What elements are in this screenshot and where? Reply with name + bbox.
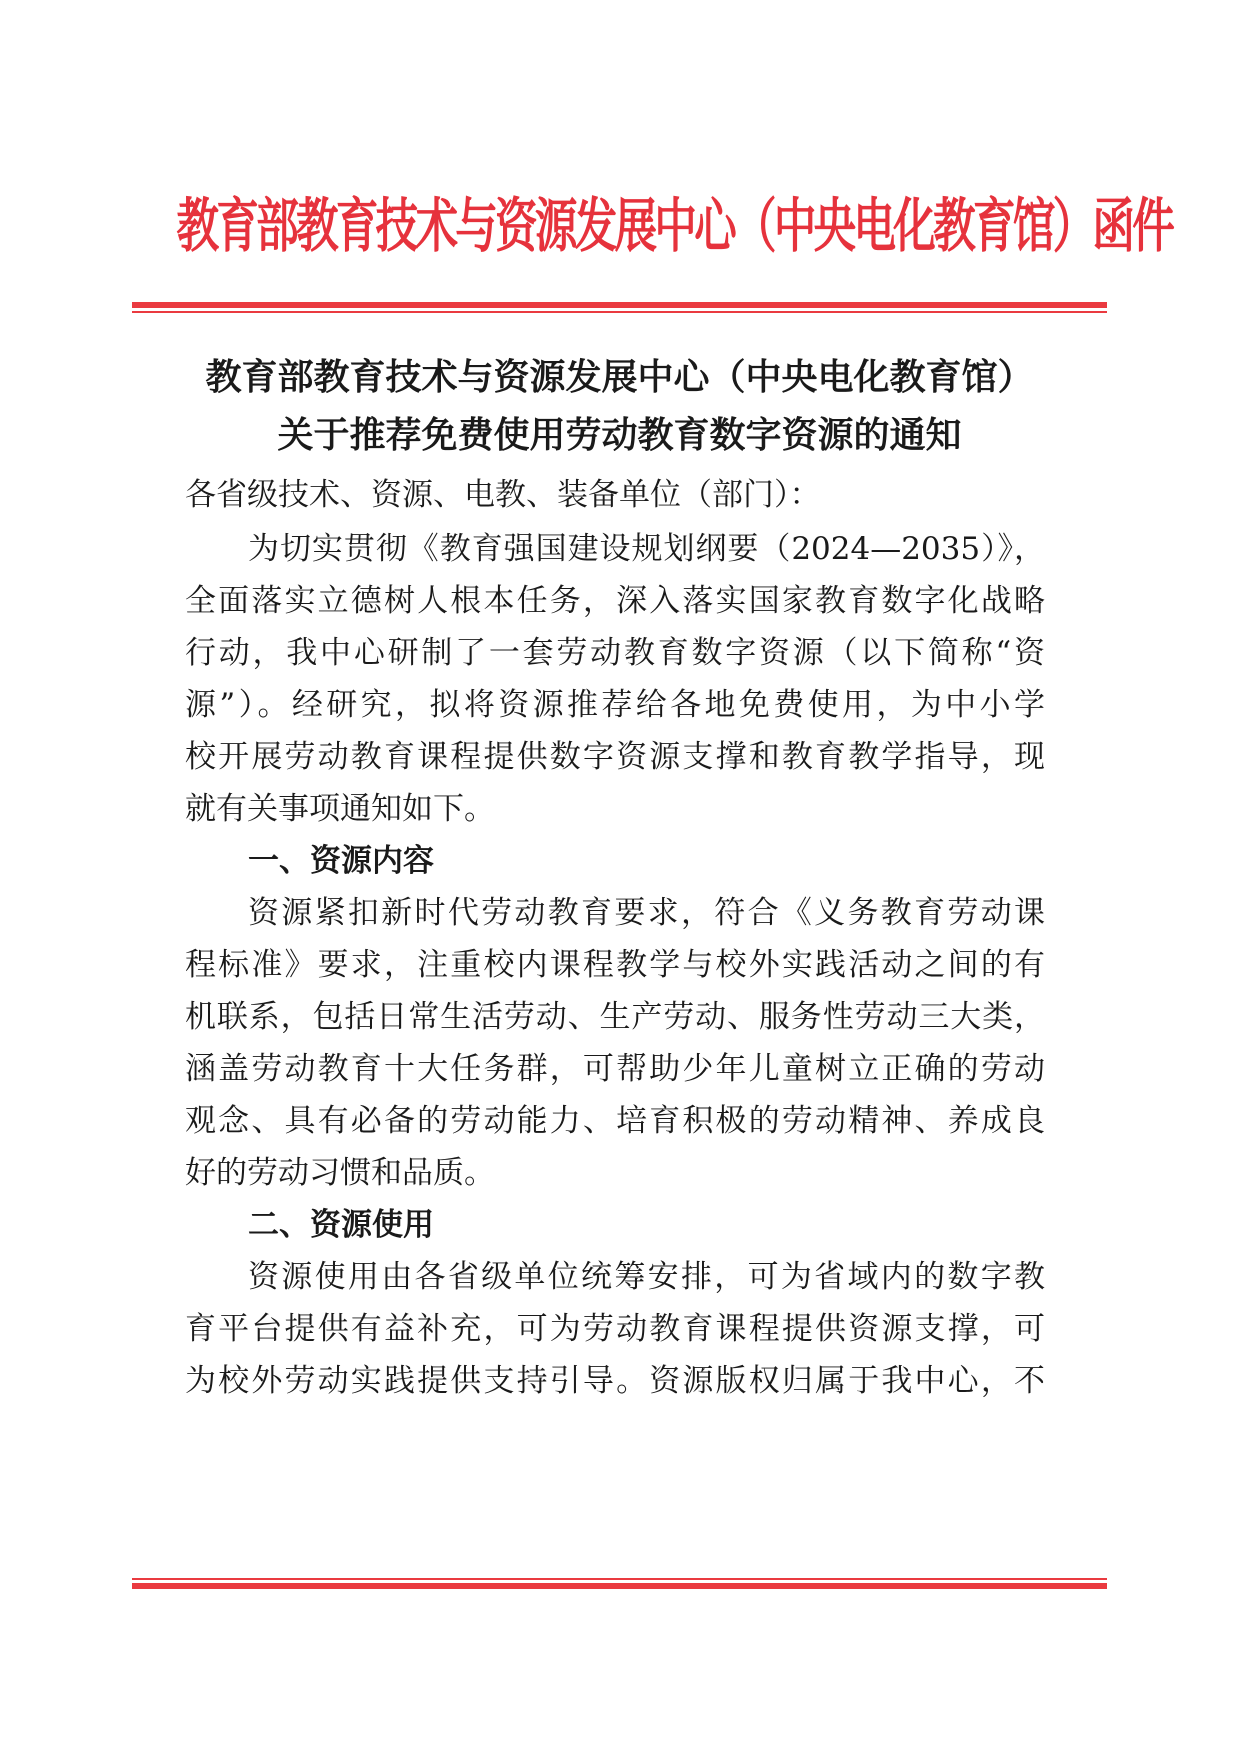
intro-line: 校开展劳动教育课程提供数字资源支撑和教育教学指导，现 xyxy=(185,739,1045,775)
header-rule-thin xyxy=(132,311,1107,313)
section1-line: 资源紧扣新时代劳动教育要求，符合《义务教育劳动课 xyxy=(248,895,1045,931)
letterhead-title: 教育部教育技术与资源发展中心（中央电化教育馆）函件 xyxy=(176,192,1173,261)
intro-line: 就有关事项通知如下。 xyxy=(185,791,495,827)
section1-line: 涵盖劳动教育十大任务群，可帮助少年儿童树立正确的劳动 xyxy=(185,1051,1045,1087)
section-heading-usage: 二、资源使用 xyxy=(248,1207,434,1243)
document-title-line-2: 关于推荐免费使用劳动教育数字资源的通知 xyxy=(277,414,962,456)
document-title-line-1: 教育部教育技术与资源发展中心（中央电化教育馆） xyxy=(205,356,1034,398)
intro-line: 为切实贯彻《教育强国建设规划纲要（2024—2035）》， xyxy=(248,531,1045,567)
section1-line: 观念、具有必备的劳动能力、培育积极的劳动精神、养成良 xyxy=(185,1103,1045,1139)
section1-line: 程标准》要求，注重校内课程教学与校外实践活动之间的有 xyxy=(185,947,1045,983)
salutation: 各省级技术、资源、电教、装备单位（部门）： xyxy=(185,477,821,513)
section2-line: 资源使用由各省级单位统筹安排，可为省域内的数字教 xyxy=(248,1259,1045,1295)
section-heading-content: 一、资源内容 xyxy=(248,843,434,879)
intro-line: 源”）。经研究，拟将资源推荐给各地免费使用，为中小学 xyxy=(185,687,1045,723)
section2-line: 为校外劳动实践提供支持引导。资源版权归属于我中心，不 xyxy=(185,1363,1045,1399)
intro-line: 行动，我中心研制了一套劳动教育数字资源（以下简称“资 xyxy=(185,635,1045,671)
section1-line: 好的劳动习惯和品质。 xyxy=(185,1155,495,1191)
footer-rule-thick xyxy=(132,1583,1107,1589)
header-rule-thick xyxy=(132,302,1107,308)
section1-line: 机联系，包括日常生活劳动、生产劳动、服务性劳动三大类， xyxy=(185,999,1045,1035)
intro-line: 全面落实立德树人根本任务，深入落实国家教育数字化战略 xyxy=(185,583,1045,619)
footer-rule-thin xyxy=(132,1578,1107,1580)
section2-line: 育平台提供有益补充，可为劳动教育课程提供资源支撑，可 xyxy=(185,1311,1045,1347)
